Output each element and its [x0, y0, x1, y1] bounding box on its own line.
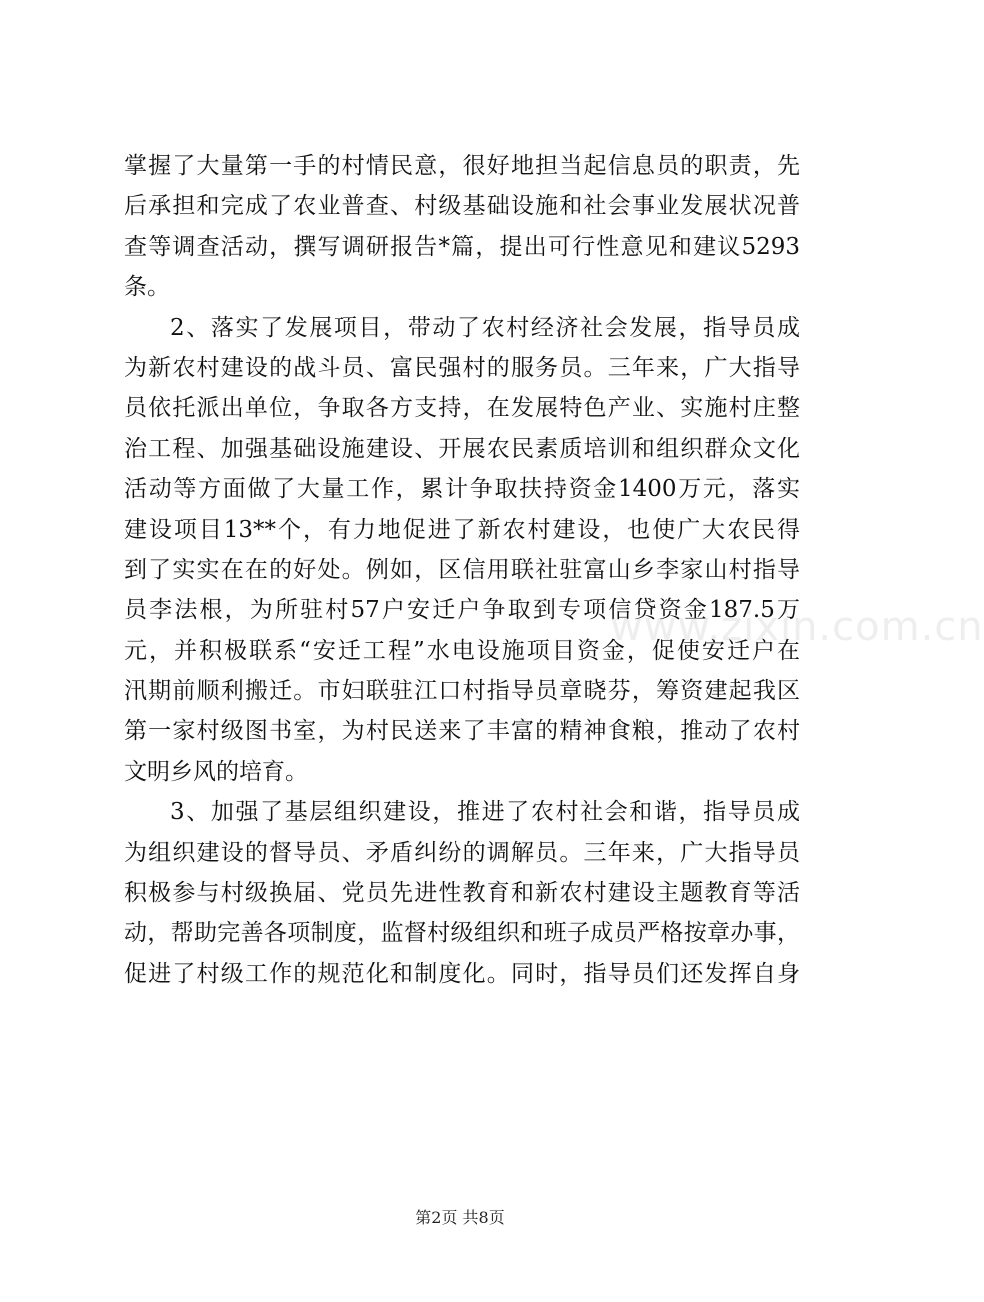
- paragraph-first-line: 3、加强了基层组织建设，推进了农村社会和谐，指导员成: [170, 799, 800, 826]
- text-line: 到了实实在在的好处。例如，区信用联社驻富山乡李家山村指导: [124, 556, 800, 583]
- text-line: 积极参与村级换届、党员先进性教育和新农村建设主题教育等活: [124, 880, 800, 907]
- text-line: 员依托派出单位，争取各方支持，在发展特色产业、实施村庄整: [124, 395, 800, 422]
- text-line: 动，帮助完善各项制度，监督村级组织和班子成员严格按章办事，: [124, 920, 800, 947]
- text-line: 文明乡风的培育。: [124, 758, 308, 785]
- text-line: 活动等方面做了大量工作，累计争取扶持资金1400万元，落实: [124, 476, 800, 503]
- text-line: 后承担和完成了农业普查、村级基础设施和社会事业发展状况普: [124, 193, 800, 220]
- document-body: [124, 146, 800, 994]
- text-line: 汛期前顺利搬迁。市妇联驻江口村指导员章晓芬，筹资建起我区: [124, 678, 800, 705]
- text-line: 第一家村级图书室，为村民送来了丰富的精神食粮，推动了农村: [124, 718, 800, 745]
- text-line: 元，并积极联系“安迁工程”水电设施项目资金，促使安迁户在: [124, 637, 800, 664]
- text-line: 为组织建设的督导员、矛盾纠纷的调解员。三年来，广大指导员: [124, 839, 800, 866]
- text-line: 条。: [124, 274, 170, 301]
- text-line: 为新农村建设的战斗员、富民强村的服务员。三年来，广大指导: [124, 354, 800, 381]
- paragraph-first-line: 2、落实了发展项目，带动了农村经济社会发展，指导员成: [170, 314, 800, 341]
- text-line: 建设项目13**个，有力地促进了新农村建设，也使广大农民得: [124, 516, 800, 543]
- text-line: 员李法根，为所驻村57户安迁户争取到专项信贷资金187.5万: [124, 597, 800, 624]
- page-number-footer: 第2页 共8页: [415, 1208, 505, 1227]
- text-line: 查等调查活动，撰写调研报告*篇，提出可行性意见和建议5293: [124, 233, 800, 260]
- text-line: 促进了村级工作的规范化和制度化。同时，指导员们还发挥自身: [124, 960, 800, 987]
- text-line: 掌握了大量第一手的村情民意，很好地担当起信息员的职责，先: [124, 153, 800, 179]
- text-line: 治工程、加强基础设施建设、开展农民素质培训和组织群众文化: [124, 435, 800, 462]
- watermark: www.zixin.com.cn: [610, 604, 984, 650]
